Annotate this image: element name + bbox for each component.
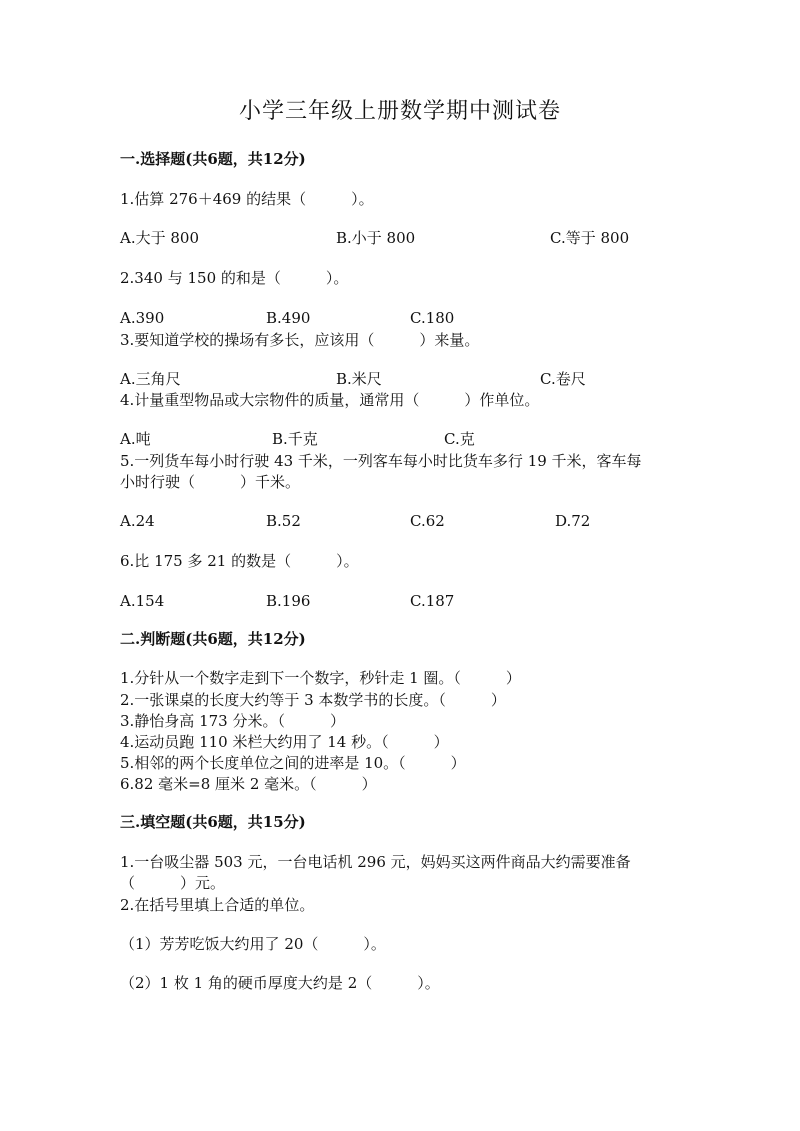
choice-option[interactable]: D.72 [555, 512, 591, 530]
fill-question-2-sub1: （1）芳芳吃饭大约用了 20（ ）。 [120, 935, 386, 953]
judgment-item: 6.82 毫米=8 厘米 2 毫米。（ ） [120, 775, 377, 793]
choice-option[interactable]: A.吨 [120, 430, 151, 448]
choice-option[interactable]: A.390 [120, 309, 165, 327]
section-heading-fill-in: 三.填空题(共6题，共15分) [120, 813, 306, 831]
choice-option[interactable]: A.154 [120, 592, 165, 610]
choice-option[interactable]: B.米尺 [336, 370, 382, 388]
choice-question-5-line1: 5.一列货车每小时行驶 43 千米，一列客车每小时比货车多行 19 千米，客车每 [120, 452, 642, 470]
choice-question-6: 6.比 175 多 21 的数是（ ）。 [120, 552, 359, 570]
section-heading-judgment: 二.判断题(共6题，共12分) [120, 630, 306, 648]
choice-question-3: 3.要知道学校的操场有多长，应该用（ ）来量。 [120, 331, 480, 349]
choice-option[interactable]: C.克 [444, 430, 475, 448]
choice-question-5-line2: 小时行驶（ ）千米。 [120, 473, 301, 491]
choice-option[interactable]: B.52 [266, 512, 301, 530]
judgment-item: 4.运动员跑 110 米栏大约用了 14 秒。（ ） [120, 733, 449, 751]
choice-option[interactable]: C.187 [410, 592, 455, 610]
choice-question-4: 4.计量重型物品或大宗物件的质量，通常用（ ）作单位。 [120, 391, 540, 409]
fill-question-1-line2: （ ）元。 [120, 874, 226, 892]
judgment-item: 5.相邻的两个长度单位之间的进率是 10。（ ） [120, 754, 466, 772]
judgment-item: 2.一张课桌的长度大约等于 3 本数学书的长度。（ ） [120, 691, 506, 709]
choice-question-2: 2.340 与 150 的和是（ ）。 [120, 269, 349, 287]
section-heading-choice: 一.选择题(共6题，共12分) [120, 150, 306, 168]
choice-option[interactable]: A.大于 800 [120, 229, 199, 247]
choice-option[interactable]: C.卷尺 [540, 370, 586, 388]
choice-option[interactable]: B.千克 [272, 430, 318, 448]
choice-option[interactable]: C.62 [410, 512, 445, 530]
choice-option[interactable]: A.24 [120, 512, 155, 530]
choice-option[interactable]: B.196 [266, 592, 311, 610]
choice-option[interactable]: C.180 [410, 309, 455, 327]
choice-option[interactable]: B.490 [266, 309, 311, 327]
choice-option[interactable]: A.三角尺 [120, 370, 181, 388]
judgment-item: 3.静怡身高 173 分米。（ ） [120, 712, 345, 730]
fill-question-2: 2.在括号里填上合适的单位。 [120, 896, 315, 914]
fill-question-1-line1: 1.一台吸尘器 503 元，一台电话机 296 元，妈妈买这两件商品大约需要准备 [120, 853, 631, 871]
judgment-item: 1.分针从一个数字走到下一个数字，秒针走 1 圈。（ ） [120, 669, 521, 687]
fill-question-2-sub2: （2）1 枚 1 角的硬币厚度大约是 2（ ）。 [120, 974, 440, 992]
choice-option[interactable]: B.小于 800 [336, 229, 416, 247]
page-title: 小学三年级上册数学期中测试卷 [238, 99, 561, 124]
choice-option[interactable]: C.等于 800 [550, 229, 630, 247]
choice-question-1: 1.估算 276＋469 的结果（ ）。 [120, 190, 374, 208]
